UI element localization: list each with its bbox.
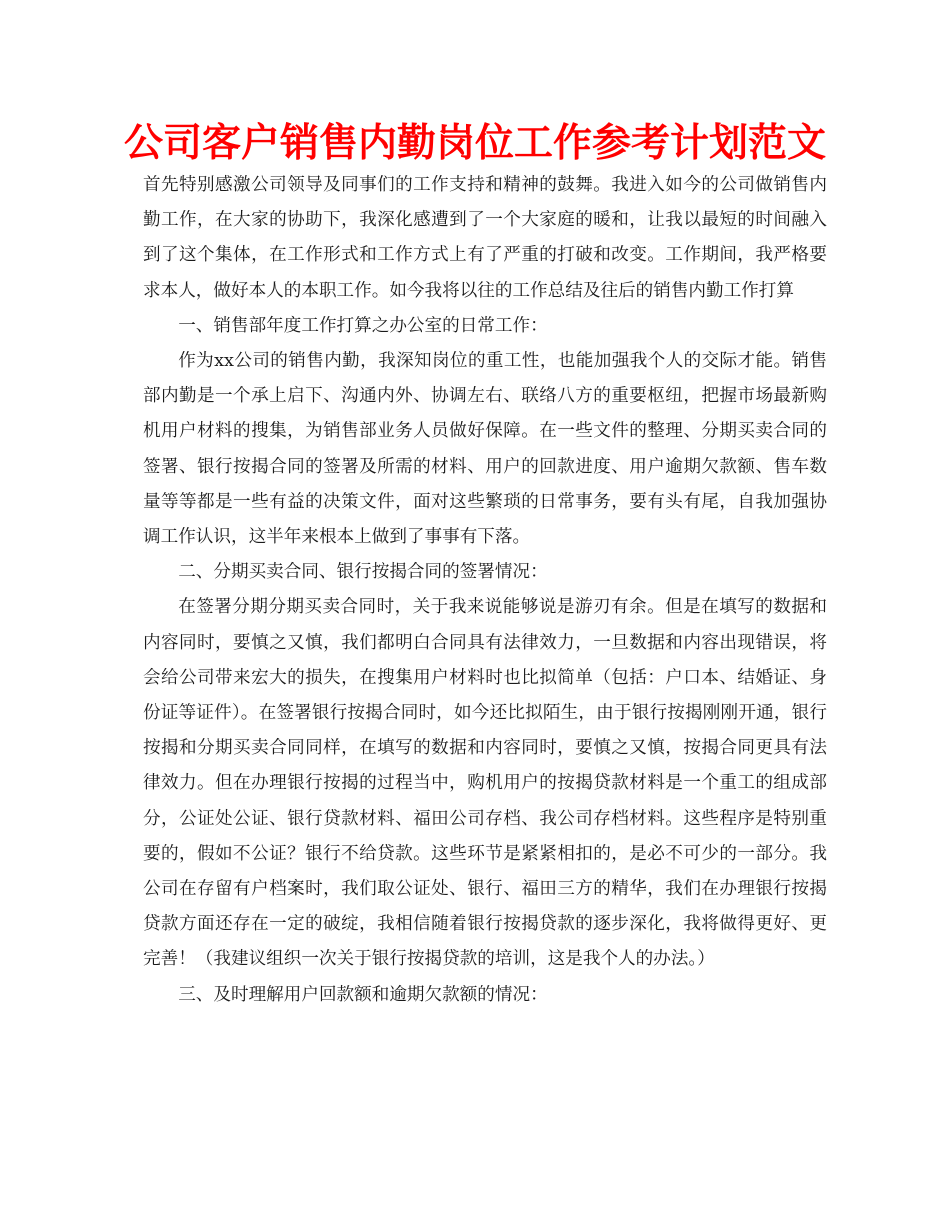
section-paragraph-2: 在签署分期分期买卖合同时，关于我来说能够说是游刃有余。但是在填写的数据和内容同时，要慎之又慎，我们都明白合同具有法律效力，一旦数据和内容出现错误，将会给公司带来宏大的损失，在搜集用户材料时也比拟简单（包括：户口本、结婚证、身份证等证件）。在签署银行按揭合同时，如今还比拟陌生，由于银行按揭刚刚开通，银行按揭和分期买卖合同同样，在填写的数据和内容同时，要慎之又慎，按揭合同更具有法律效力。但在办理银行按揭的过程当中，购机用户的按揭贷款材料是一个重工的组成部分，公证处公证、银行贷款材料、福田公司存档、我公司存档材料。这些程序是特别重要的，假如不公证？银行不给贷款。这些环节是紧紧相扣的，是必不可少的一部分。我公司在存留有户档案时，我们取公证处、银行、福田三方的精华，我们在办理银行按揭贷款方面还存在一定的破绽，我相信随着银行按揭贷款的逐步深化，我将做得更好、更完善！（我建议组织一次关于银行按揭贷款的培训，这是我个人的办法。）	[143, 597, 827, 970]
document-body	[143, 168, 827, 1013]
section-heading-3: 三、及时理解用户回款额和逾期欠款额的情况：	[178, 984, 548, 1005]
section-paragraph-1: 作为xx公司的销售内勤，我深知岗位的重工性，也能加强我个人的交际才能。销售部内勤是一个承上启下、沟通内外、协调左右、联络八方的重要枢纽，把握市场最新购机用户材料的搜集，为销售部业务人员做好保障。在一些文件的整理、分期买卖合同的签署、银行按揭合同的签署及所需的材料、用户的回款进度、用户逾期欠款额、售车数量等等都是一些有益的决策文件，面对这些繁琐的日常事务，要有头有尾，自我加强协调工作认识，这半年来根本上做到了事事有下落。	[143, 351, 827, 548]
intro-paragraph: 首先特别感激公司领导及同事们的工作支持和精神的鼓舞。我进入如今的公司做销售内勤工作，在大家的协助下，我深化感遭到了一个大家庭的暖和，让我以最短的时间融入到了这个集体，在工作形式和工作方式上有了严重的打破和改变。工作期间，我严格要求本人，做好本人的本职工作。如今我将以往的工作总结及往后的销售内勤工作打算	[143, 175, 827, 301]
section-heading-1: 一、销售部年度工作打算之办公室的日常工作：	[178, 315, 548, 336]
section-heading-2: 二、分期买卖合同、银行按揭合同的签署情况：	[178, 562, 548, 583]
document-title: 公司客户销售内勤岗位工作参考计划范文	[123, 121, 826, 166]
